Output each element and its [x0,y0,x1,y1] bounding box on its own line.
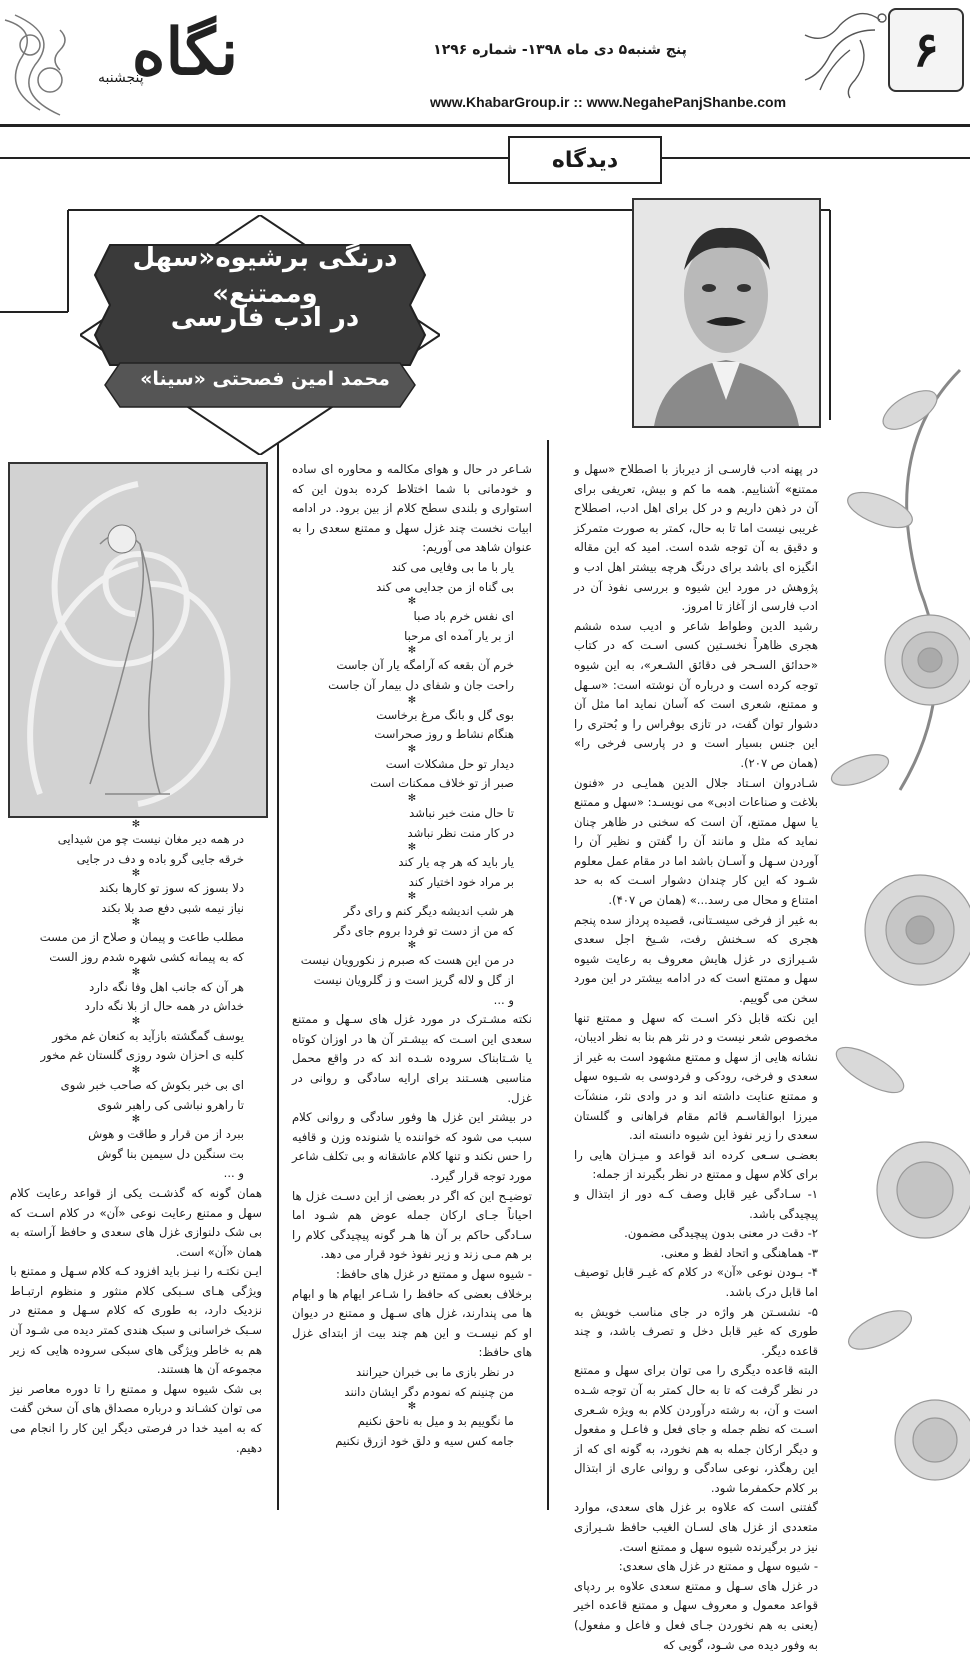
verse-line: که به پیمانه کشی شهره شدم روز الست [49,949,244,964]
verse-line: از بر یار آمده ای مرحبا [404,628,514,643]
paragraph: این نکته قابل ذکر اسـت که سهل و ممتنع تنها مخصوص شعر نیست و در نثر هم بنا به نظر ادیبان، نشانه هایی از سهل و ممتنع مشهود است به غیر از سعدی و فرخی، رودکی و فردوسی به شـیوه سهل و ممتنع عنایت داشته اند و در وادی نثر، منشآت میرزا ابوالقاسـم قائم مقام فراهانی و گلستان سعدی را زیر نفوذ این شیوه دانسته اند. [574,1010,818,1143]
list-item: ۲- دقت در معنی بدون پیچیدگی مضمون. [624,1226,818,1241]
paragraph: به غیر از فرخی سیسـتانی، قصیده پرداز سده پنجم هجری که سـخنش رفت، شـیخ اجل سعدی شـیرازی در غزل هایش معروف به رعایت شیوه سهل و ممتنع است که در ادامه بیشتر در این مورد سخن می گوییم. [574,912,818,1006]
star-separator: ✻ [131,868,141,880]
verse-line: یار باید که هر چه یار کند [398,855,514,870]
list-item: ۵- نشسـتن هر واژه در جای مناسب خویش به طوری که غیر قابل دخل و تصرف باشد، و چند قاعده دیگر. [574,1304,818,1358]
verse-line: در من این هست که صبرم ز نکورویان نیست [300,953,514,968]
verse-line: بر مراد خود اختیار کند [408,874,514,889]
verse-line: خرقه جایی گرو باده و دف در جایی [76,851,244,866]
article-title-line1: درنگی برشیوه«سهل وممتنع» [132,243,398,309]
ellipsis: و ... [493,992,514,1007]
verse-line: در کار منت نظر نباشد [407,825,514,840]
verse-line: در همه دیر مغان نیست چو من شیدایی [57,832,244,846]
paragraph: در بیشتر این غزل ها وفور سادگی و روانی کلام سبب می شود که خواننده یا شنونده وزن و قافیه را حس نکند و تنها کلام عاشقانه و بی تکلف شاعر مورد توجه قرار گیرد. [292,1110,532,1183]
verse-line: جامه کس سیه و دلق خود ازرق نکنیم [335,1433,514,1448]
ornament-left [0,10,95,120]
verse-line: ای نفس خرم باد صبا [413,609,514,624]
author-portrait [632,198,821,428]
section-label: دیدگاه [508,136,662,184]
verse-line: صبر از تو خلاف ممکنات است [370,776,514,791]
phoenix-icon [800,0,895,100]
star-separator: ✻ [131,917,141,929]
list-item: ۳- هماهنگی و اتحاد لفظ و معنی. [660,1245,818,1260]
date-issue: پنج شنبه۵ دی ماه ۱۳۹۸- شماره ۱۲۹۶ [433,42,687,58]
verse-line: خرم آن بقعه که آرامگه یار آن جاست [336,658,514,673]
page-number: ۶ [888,8,964,92]
paragraph: بی شک شیوه سهل و ممتنع را تا دوره معاصر نیز می توان کشـاند و درباره مصداق های آن سخن گفت که به امید خدا در فرصتی دیگر این کار را انجام می دهیم. [10,1381,262,1455]
star-separator: ✻ [407,1401,417,1413]
verse-line: هنگام نشاط و روز صحراست [374,727,514,742]
paragraph: بعضـی سـعی کرده اند قواعد و میـزان هایی را برای کلام سهل و ممتنع در نظر بگیرند از جمله: [574,1147,818,1182]
subheading: - شیوه سهل و ممتنع در غزل های سعدی: [618,1559,818,1574]
paragraph: شـادروان اسـتاد جلال الدین همایـی در «فنون بلاغت و صناعات ادبی» می نویسـد: «سهل و ممتنع یا سهل ممتنع، آن است که سخنی در ظاهر چنان نماید که مثل و مانند آن را گفتن و نظیر آن را آوردن سـهل و آسـان باشد اما در مقام عمل معلوم شـود که این کار چندان دشوار اسـت که به حد امتناع و محال می رسد...» (همان ص ۴۰۷). [574,775,818,908]
star-separator: ✻ [407,842,417,854]
verse-line: مطلب طاعت و پیمان و صلاح از من مست [39,930,244,945]
ellipsis: و ... [223,1166,244,1181]
paragraph: برخلاف بعضی که حافظ را شـاعر ایهام ها و ابهام ها می پندارند، غزل های سـهل و ممتنع در دیوان او کم نیسـت و این هم چند بیت از ابتدای غزل های حافظ: [292,1286,532,1360]
star-separator: ✻ [131,1015,141,1027]
verse-line: در نظر بازی ما بی خبران حیرانند [356,1364,514,1379]
column-right [574,460,818,1655]
verse-line: بت سنگین دل سیمین بنا گوش [97,1146,244,1161]
star-separator: ✻ [131,1114,141,1126]
verse-line: ای بی خبر بکوش که صاحب خبر شوی [60,1077,244,1092]
star-separator: ✻ [407,694,417,706]
paragraph: گفتنی است که علاوه بر غزل های سعدی، موارد متعددی از غزل های لسـان الغیب حافظ شـیرازی نیز در برگیرنده شیوه سهل و ممتنع است. [574,1500,818,1554]
paragraph: نکته مشـترک در مورد غزل های سـهل و ممتنع سعدی این اسـت که بیشـتر آن ها در اوزان کوتاه یا شـتابناک سروده شـده اند که در واقع محمل مناسبی هسـتند برای ارایه سادگی و روانی در غزل. [292,1012,532,1105]
star-separator: ✻ [407,645,417,657]
column-middle [292,460,532,1451]
paragraph: ایـن نکتـه را نیـز باید افزود کـه کلام سـهل و ممتنع با ویژگی هـای سـبکی کلام منثور و منظوم ارتبـاط نزدیک دارد، به طوری که کلام سـهل و ممتنع در سـبک خراسانی و سبک هندی کمتر دیده می شـود آن هم به خاطر ویژگی های سبکی سروده هایی که زیر مجموعه آن ها هستند. [10,1264,262,1377]
verse-line: دیدار تو حل مشکلات است [385,756,514,771]
verse-line: بوی گل و بانگ مرغ برخاست [376,707,514,722]
list-item: ۱- سـادگی غیر قابل وصف کـه دور از ابتذال و پیچیدگی باشد. [574,1186,818,1221]
star-separator: ✻ [407,792,417,804]
header-divider [0,124,970,127]
verse-line: دلا بسوز که سوز تو کارها بکند [99,881,244,896]
section-rule [0,157,970,159]
masthead [0,0,970,173]
logo-subtitle: پنجشنبه [98,70,144,86]
paragraph: رشید الدین وطواط شاعر و ادیب سده ششم هجری ظاهراً نخسـتین کسی اسـت که در کتاب «حدائق السـحر فی دقائق الشـعر»، به این شیوه توجه کرده است و درباره آن نوشته است: «سـهل و ممتنع، شعری است که آسان نماید اما مثل آن دشوار توان گفت، در تازی بوفراس را و بُحتری را این جنس بسیار است و در پارسی فرخی را» (همان ص ۲۰۷). [574,618,818,770]
verse-line: هر شب اندیشه دیگر کنم و رای دگر [343,904,514,919]
verse-line: نیاز نیمه شبی دفع صد بلا بکند [101,900,244,915]
paragraph: در پهنه ادب فارسـی از دیرباز با اصطلاح «سهل و ممتنع» آشناییم. همه ما کم و بیش، تعریفی برای آن در ذهن داریم و در کل برای اهل ادب، اصطلاح غریبی نیست اما تا به حال، کمتر به صورت متمرکز و دقیق به آن توجه شده است. امید که این مقاله انگیزه ای باشد برای درنگ هرچه بیشتر اهل ادب و پژوهش در مورد این شیوه و بررسی نفوذ آن در ادب فارسی از آغاز تا امروز. [574,462,818,614]
paragraph: شـاعر در حال و هوای مکالمه و محاوره ای ساده و خودمانی با شما اختلاط کرده بدون این که استواری و بلندی سطح کلام از بین برود. در ادامه ابیات نخست چند غزل سهل و ممتنع سعدی را به عنوان شاهد می آوریم: [292,462,532,555]
star-separator: ✻ [131,966,141,978]
verse-line: بی گناه از من جدایی می کند [376,579,514,594]
star-separator: ✻ [131,819,141,830]
star-separator: ✻ [407,891,417,903]
verse-line: ببرد از من قرار و طاقت و هوش [88,1127,244,1142]
paragraph: همان گونه که گذشـت یکی از قواعد رعایت کلام سهل و ممتنع رعایت نوعی «آن» در کلام اسـت که بی شک دلنوازی غزل های سعدی و حافظ آراسته به همان «آن» است. [10,1185,262,1259]
verse-line: ما نگوییم بد و میل به ناحق نکنیم [357,1414,514,1429]
column-left [10,820,262,1458]
verse-line: هر آن که جانب اهل وفا نگه دارد [89,979,244,994]
verse-line: یار با ما بی وفایی می کند [391,559,514,574]
subheading: - شیوه سهل و ممتنع در غزل های حافظ: [336,1266,532,1281]
newspaper-logo: نگاه [131,15,239,90]
star-separator: ✻ [407,743,417,755]
verse-line: راحت جان و شفای دل بیمار آن جاست [328,677,514,692]
verse-line: تا حال منت خبر نباشد [409,805,514,820]
star-separator: ✻ [407,940,417,952]
decorative-flowers [820,330,970,1520]
persian-miniature-painting [8,462,268,818]
star-separator: ✻ [407,596,417,608]
website-urls: www.KhabarGroup.ir :: www.NegahePanjShanbe.com [430,94,787,110]
article-author: محمد امین فصحتی «سینا» [140,368,390,390]
paragraph: توضیـح این که اگر در بعضی از این دسـت غزل ها احیاناً جـای ارکان جمله عوض هم شـود اما سـادگی حاکم بر آن ها هـر گونه پیچیدگی کلام را بر هم مـی زند و زیر نفوذ خود قرار می دهد. [292,1188,532,1262]
list-item: ۴- بـودن نوعی «آن» در کلام که غیـر قابل توصیف اما قابل درک باشد. [574,1265,818,1299]
verse-line: کلبه ی احزان شود روزی گلستان غم مخور [40,1048,244,1063]
paragraph: البته قاعده دیگری را می توان برای سهل و ممتنع در نظر گرفت که تا به حال کمتر به آن توجه شـده است و آن، به رشته درآوردن کلام به ویژه شـعری اسـت که نظم جمله و جای فعل و فاعـل و مفعول و دیگر ارکان جمله به هم نخورد، به گونه ای که از این رهگذر، نوعی سادگی و روانی عاری از ابتذال بر کلام حکمفرما شود. [574,1363,818,1495]
verse-line: یوسف گمگشته بازآید به کنعان غم مخور [52,1028,244,1043]
article-title-line2: در ادب فارسی [170,303,360,333]
verse-line: از گل و لاله گریز است و ز گلرویان نیست [313,973,514,988]
verse-line: که من از دست تو فردا بروم جای دگر [333,923,514,938]
verse-line: تا راهرو نباشی کی راهبر شوی [97,1097,244,1112]
verse-line: خداش در همه حال از بلا نگه دارد [84,999,244,1014]
star-separator: ✻ [131,1064,141,1076]
paragraph: در غزل های سـهل و ممتنع سعدی علاوه بر ردپای قواعد معمول و معروف سهل و ممتنع قاعده اخیر (یعنی به هم نخوردن جـای فعل و فاعل و مفعول) به وفور دیده می شـود، گویی که [574,1578,818,1652]
verse-line: من چنینم که نمودم دگر ایشان دانند [344,1384,514,1399]
